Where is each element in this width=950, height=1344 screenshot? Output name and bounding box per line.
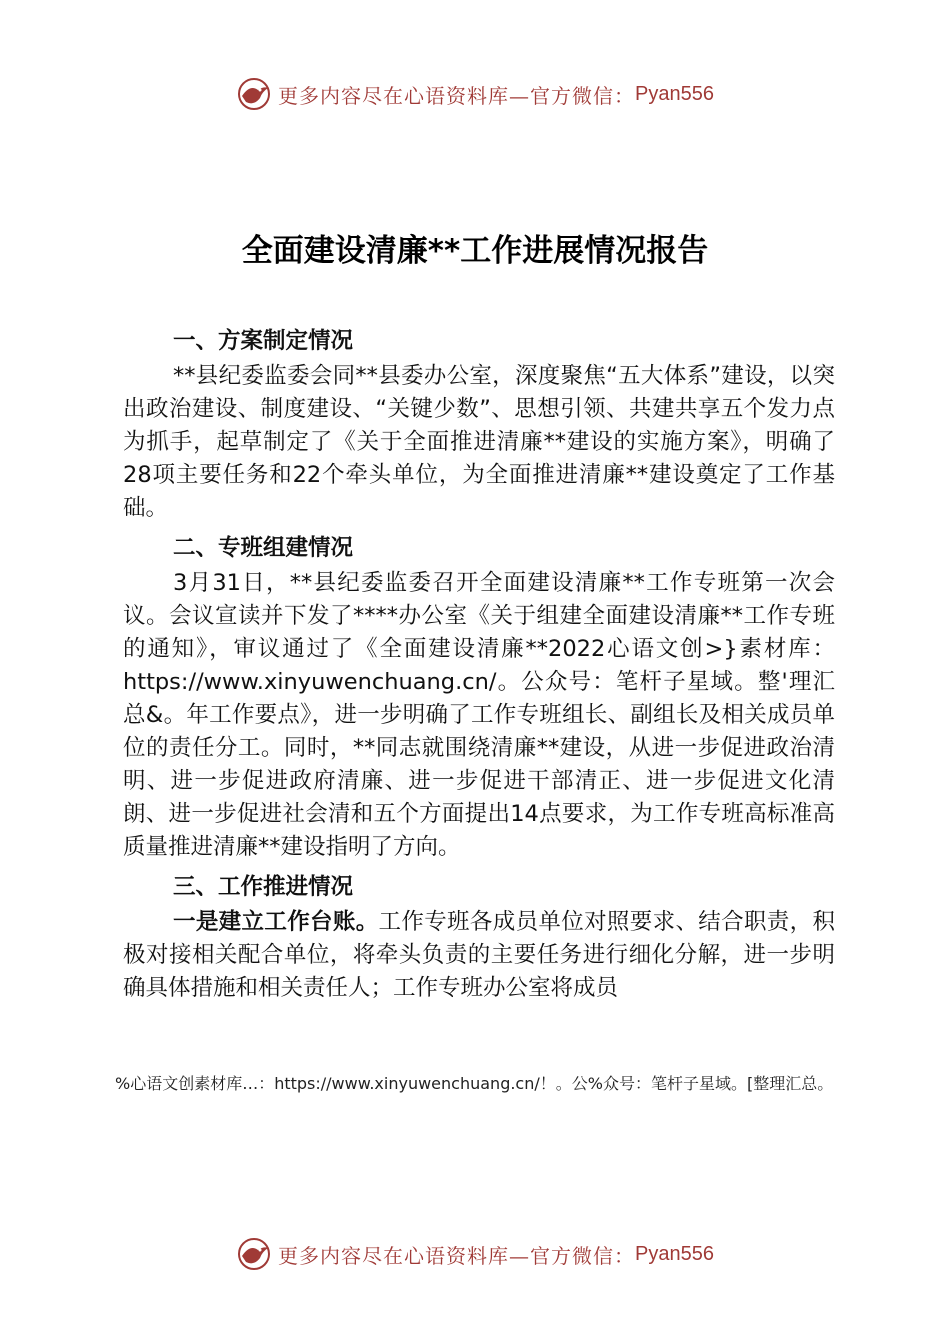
section-heading: 三、工作推进情况	[173, 874, 354, 900]
document-title: 全面建设清廉**工作进展情况报告	[241, 233, 709, 269]
section-paragraph: 3月31日，**县纪委监委召开全面建设清廉**工作专班第一次会议。会议宣读并下发了****办公室《关于组建全面建设清廉**工作专班的通知》，审议通过了《全面建设清廉**2022心语文创>}素材库：https://www.xinyuwenchuang.cn/。公众号：笔杆子星域。整'理汇总&。年工作要点》，进一步明确了工作专班组长、副组长及相关成员单位的责任分工。同时，**同志就围绕清廉**建设，从进一步促进政治清明、进一步促进政府清廉、进一步促进干部清正、进一步促进文化清朗、进一步促进社会清和五个方面提出14点要求，为工作专班高标准高质量推进清廉**建设指明了方向。	[123, 570, 835, 860]
paragraph-text: 工作专班各成员单位对照要求、结合职责，积极对接相关配合单位，将牵头负责的主要任务进行细化分解，进一步明确具体措施和相关责任人；工作专班办公室将成员	[123, 909, 835, 1001]
section-paragraph	[123, 906, 835, 1005]
swallow-logo-icon	[236, 76, 272, 112]
footer-banner	[0, 1232, 950, 1276]
document-body	[123, 325, 835, 1012]
banner-wechat-id: Pyan556	[635, 1242, 714, 1265]
section-heading: 一、方案制定情况	[173, 328, 354, 354]
swallow-logo-icon	[236, 1236, 272, 1272]
banner-wechat-id: Pyan556	[635, 82, 714, 105]
watermark-footnote: %心语文创素材库…：https://www.xinyuwenchuang.cn/！。公%众号：笔杆子星域。[整理汇总。	[115, 1074, 834, 1093]
section-paragraph: **县纪委监委会同**县委办公室，深度聚焦“五大体系”建设，以突出政治建设、制度建设、“关键少数”、思想引领、共建共享五个发力点为抓手，起草制定了《关于全面推进清廉**建设的实施方案》，明确了28项主要任务和22个牵头单位，为全面推进清廉**建设奠定了工作基础。	[123, 363, 835, 521]
header-banner	[0, 72, 950, 116]
section-heading: 二、专班组建情况	[173, 535, 354, 561]
banner-text: 更多内容尽在心语资料库—官方微信：	[278, 1243, 636, 1268]
paragraph-lead: 一是建立工作台账。	[173, 909, 379, 935]
banner-text: 更多内容尽在心语资料库—官方微信：	[278, 83, 636, 108]
